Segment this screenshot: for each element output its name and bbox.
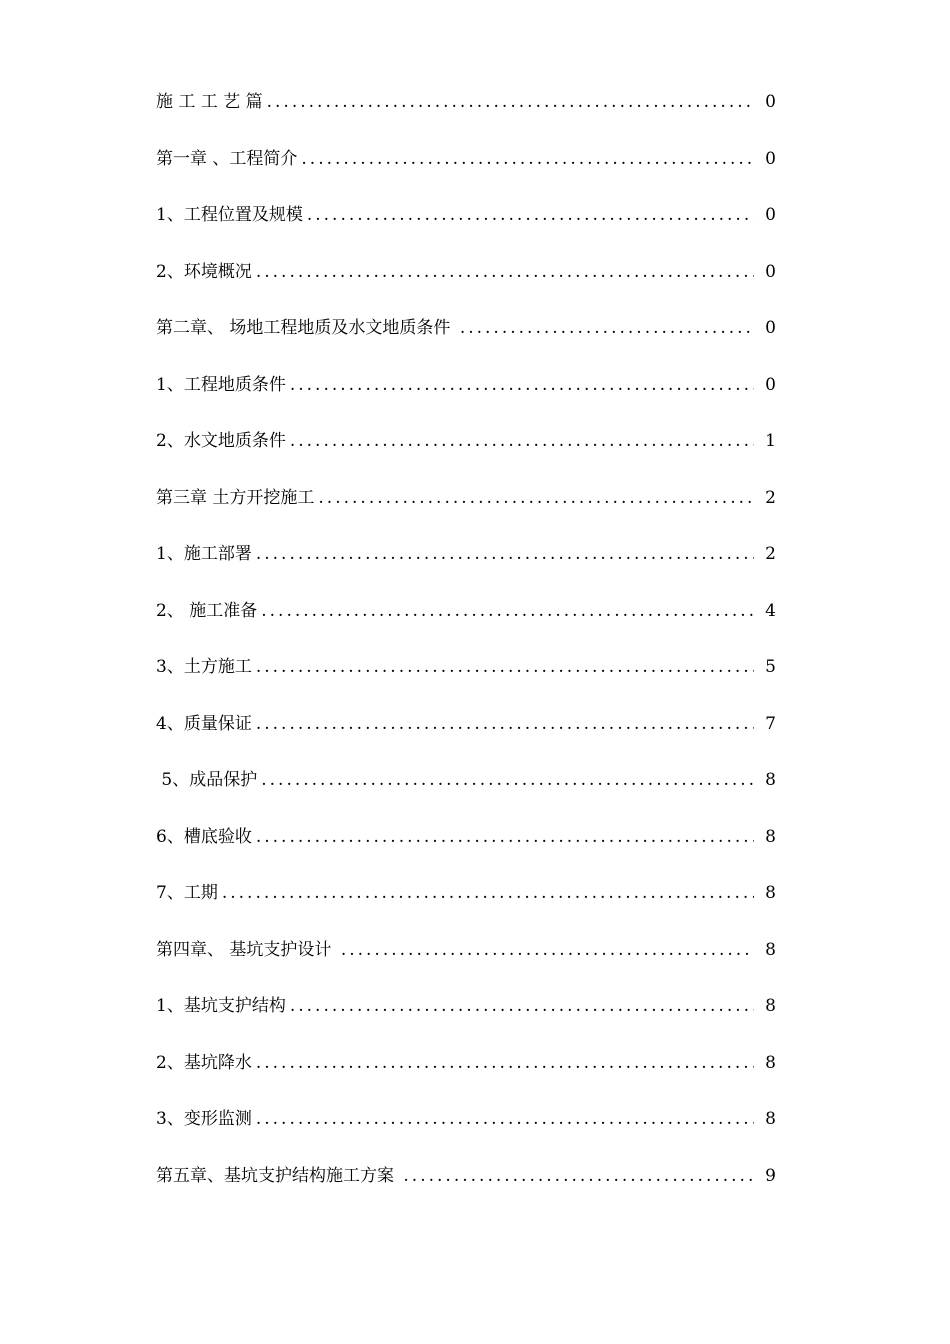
toc-entry-label: 第五章、基坑支护结构施工方案 xyxy=(156,1165,400,1186)
toc-dot-leader xyxy=(256,532,754,576)
toc-entry-page-number: 8 xyxy=(765,939,776,960)
toc-entry-page-number: 2 xyxy=(765,544,776,564)
toc-dot-leader xyxy=(290,419,754,463)
toc-dot-leader xyxy=(318,476,754,520)
toc-entry-label: 第三章 土方开挖施工 xyxy=(156,487,315,508)
toc-entry[interactable] xyxy=(156,363,776,420)
toc-entry[interactable] xyxy=(156,871,776,928)
toc-dot-leader xyxy=(301,137,754,181)
toc-entry[interactable] xyxy=(156,928,776,985)
toc-entry-page-number: 0 xyxy=(765,318,776,338)
toc-entry[interactable] xyxy=(156,476,776,533)
toc-entry[interactable] xyxy=(156,137,776,194)
toc-dot-leader xyxy=(290,363,754,407)
toc-entry-label: 2、水文地质条件 xyxy=(156,431,286,451)
toc-entry-page-number: 7 xyxy=(765,713,776,734)
toc-entry-page-number: 0 xyxy=(765,148,776,169)
toc-entry[interactable] xyxy=(156,758,776,815)
toc-entry-label: 1、工程地质条件 xyxy=(156,374,286,395)
toc-dot-leader xyxy=(290,984,754,1028)
toc-entry-page-number: 8 xyxy=(765,1052,776,1073)
toc-entry[interactable] xyxy=(156,645,776,702)
toc-dot-leader xyxy=(256,1041,754,1085)
toc-dot-leader xyxy=(460,306,754,350)
toc-dot-leader xyxy=(256,702,754,746)
toc-dot-leader xyxy=(341,928,754,972)
toc-entry-label: 2、 施工准备 xyxy=(156,600,258,621)
toc-dot-leader xyxy=(256,1097,754,1141)
toc-dot-leader xyxy=(403,1154,754,1198)
toc-entry-label: 7、工期 xyxy=(156,883,218,903)
toc-dot-leader xyxy=(267,80,754,124)
toc-entry-label: 第四章、 基坑支护设计 xyxy=(156,939,337,960)
toc-entry-page-number: 1 xyxy=(765,431,776,451)
toc-entry[interactable] xyxy=(156,193,776,250)
toc-entry-page-number: 5 xyxy=(765,657,776,677)
toc-dot-leader xyxy=(256,815,754,859)
toc-entry-page-number: 4 xyxy=(765,600,776,621)
toc-dot-leader xyxy=(307,193,754,237)
toc-entry-page-number: 0 xyxy=(765,205,776,225)
toc-entry-label: 5、成品保护 xyxy=(156,770,258,790)
toc-entry-page-number: 8 xyxy=(765,996,776,1016)
toc-entry-page-number: 0 xyxy=(765,92,776,112)
toc-entry-label: 施 工 工 艺 篇 xyxy=(156,92,263,112)
toc-entry-label: 1、施工部署 xyxy=(156,544,252,564)
toc-entry[interactable] xyxy=(156,250,776,307)
toc-entry-label: 1、基坑支护结构 xyxy=(156,996,286,1016)
toc-entry[interactable] xyxy=(156,419,776,476)
toc-entry[interactable] xyxy=(156,1041,776,1098)
toc-entry-label: 1、工程位置及规模 xyxy=(156,205,303,225)
toc-entry-label: 6、槽底验收 xyxy=(156,826,252,847)
toc-entry-page-number: 9 xyxy=(765,1165,776,1186)
toc-entry-page-number: 8 xyxy=(765,770,776,790)
toc-entry[interactable] xyxy=(156,306,776,363)
toc-entry-page-number: 0 xyxy=(765,374,776,395)
toc-entry-label: 2、环境概况 xyxy=(156,261,252,282)
toc-entry-page-number: 0 xyxy=(765,261,776,282)
toc-entry-label: 3、土方施工 xyxy=(156,657,252,677)
toc-entry-label: 4、质量保证 xyxy=(156,713,252,734)
toc-entry-label: 3、变形监测 xyxy=(156,1109,252,1129)
toc-entry[interactable] xyxy=(156,984,776,1041)
toc-dot-leader xyxy=(222,871,754,915)
toc-entry[interactable] xyxy=(156,532,776,589)
toc-entry[interactable] xyxy=(156,80,776,137)
toc-entry[interactable] xyxy=(156,1097,776,1154)
toc-dot-leader xyxy=(256,250,754,294)
table-of-contents xyxy=(156,80,776,1210)
toc-entry-label: 第一章 、工程简介 xyxy=(156,148,298,169)
toc-entry-page-number: 8 xyxy=(765,1109,776,1129)
toc-entry-page-number: 8 xyxy=(765,883,776,903)
toc-entry[interactable] xyxy=(156,815,776,872)
toc-entry-page-number: 2 xyxy=(765,487,776,508)
toc-entry-label: 第二章、 场地工程地质及水文地质条件 xyxy=(156,318,456,338)
toc-entry[interactable] xyxy=(156,702,776,759)
toc-dot-leader xyxy=(256,645,754,689)
toc-entry-label: 2、基坑降水 xyxy=(156,1052,252,1073)
toc-dot-leader xyxy=(261,758,754,802)
toc-entry[interactable] xyxy=(156,1154,776,1211)
toc-entry-page-number: 8 xyxy=(765,826,776,847)
toc-entry[interactable] xyxy=(156,589,776,646)
toc-dot-leader xyxy=(261,589,754,633)
